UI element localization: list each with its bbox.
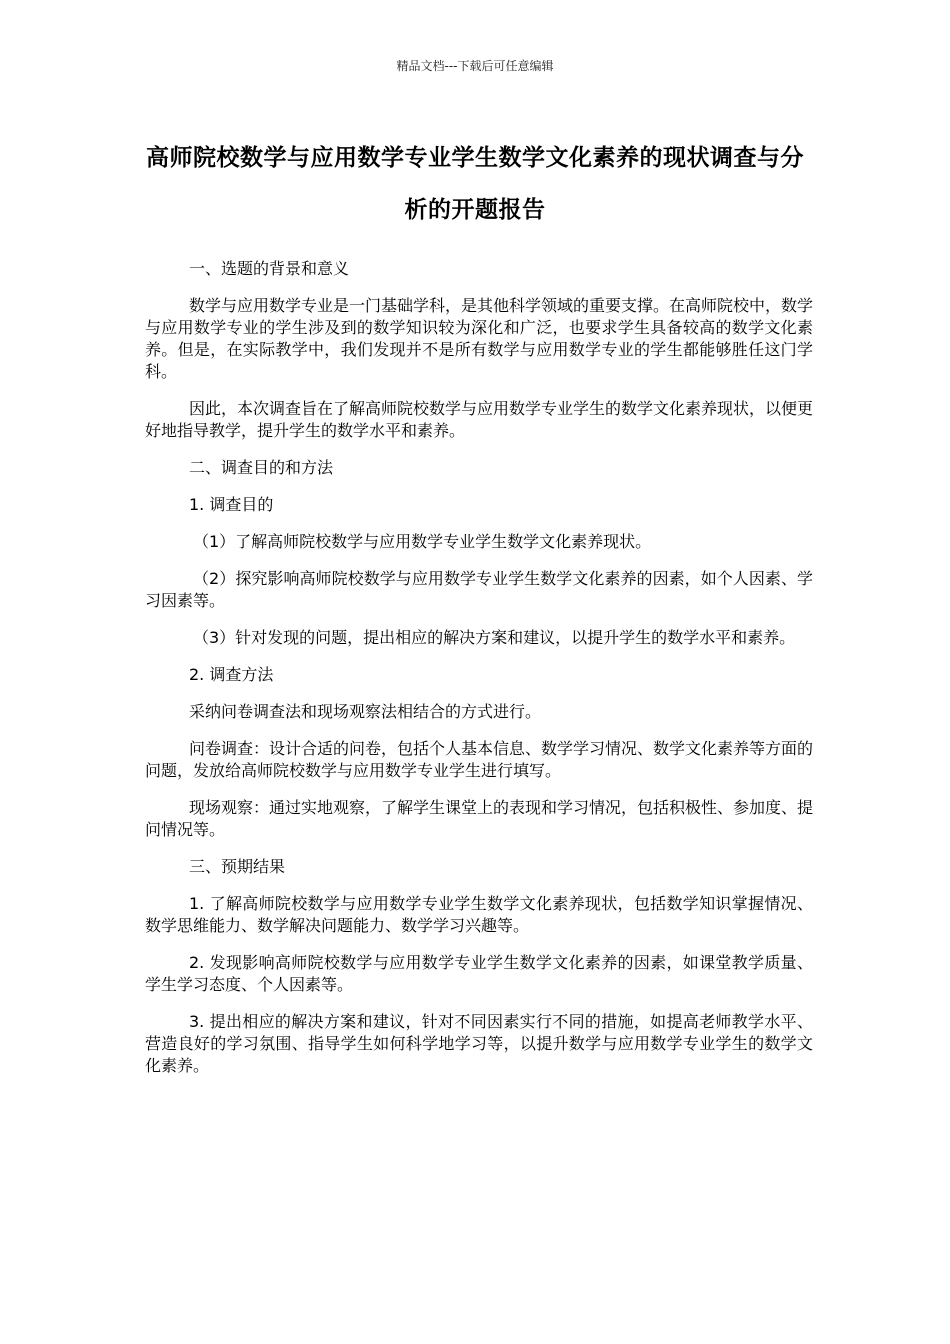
header-note: 精品文档---下载后可任意编辑: [396, 59, 554, 73]
section-heading-background: 一、选题的背景和意义: [189, 259, 350, 278]
section-heading-expected-results: 三、预期结果: [189, 857, 286, 876]
document-body: [145, 258, 813, 1092]
subheading-methods: 2. 调查方法: [189, 665, 274, 684]
objective-item-2: （2）探究影响高师院校数学与应用数学专业学生数学文化素养的因素，如个人因素、学习因素等。: [145, 569, 813, 610]
paragraph-purpose-summary: 因此，本次调查旨在了解高师院校数学与应用数学专业学生的数学文化素养现状，以便更好地指导教学，提升学生的数学水平和素养。: [145, 399, 814, 440]
paragraph-background: 数学与应用数学专业是一门基础学科，是其他科学领域的重要支撑。在高师院校中，数学与应用数学专业的学生涉及到的数学知识较为深化和广泛，也要求学生具备较高的数学文化素养。但是，在实际教学中，我们发现并不是所有数学与应用数学专业的学生都能够胜任这门学科。: [145, 296, 814, 381]
expected-result-3: 3. 提出相应的解决方案和建议，针对不同因素实行不同的措施，如提高老师教学水平、营造良好的学习氛围、指导学生如何科学地学习等，以提升数学与应用数学专业学生的数学文化素养。: [145, 1012, 813, 1075]
objective-item-3: （3）针对发现的问题，提出相应的解决方案和建议，以提升学生的数学水平和素养。: [193, 628, 796, 647]
paragraph-questionnaire: 问卷调查：设计合适的问卷，包括个人基本信息、数学学习情况、数学文化素养等方面的问题，发放给高师院校数学与应用数学专业学生进行填写。: [145, 739, 814, 780]
objective-item-1: （1）了解高师院校数学与应用数学专业学生数学文化素养现状。: [193, 532, 652, 551]
section-heading-objectives-methods: 二、调查目的和方法: [189, 458, 334, 477]
document-title: 高师院校数学与应用数学专业学生数学文化素养的现状调查与分析的开题报告: [146, 145, 804, 223]
subheading-objectives: 1. 调查目的: [189, 495, 274, 514]
paragraph-methods-overview: 采纳问卷调查法和现场观察法相结合的方式进行。: [189, 702, 542, 721]
expected-result-2: 2. 发现影响高师院校数学与应用数学专业学生数学文化素养的因素，如课堂教学质量、学生学习态度、个人因素等。: [145, 953, 813, 994]
expected-result-1: 1. 了解高师院校数学与应用数学专业学生数学文化素养现状，包括数学知识掌握情况、数学思维能力、数学解决问题能力、数学学习兴趣等。: [145, 894, 813, 935]
paragraph-observation: 现场观察：通过实地观察，了解学生课堂上的表现和学习情况，包括积极性、参加度、提问情况等。: [145, 798, 814, 839]
